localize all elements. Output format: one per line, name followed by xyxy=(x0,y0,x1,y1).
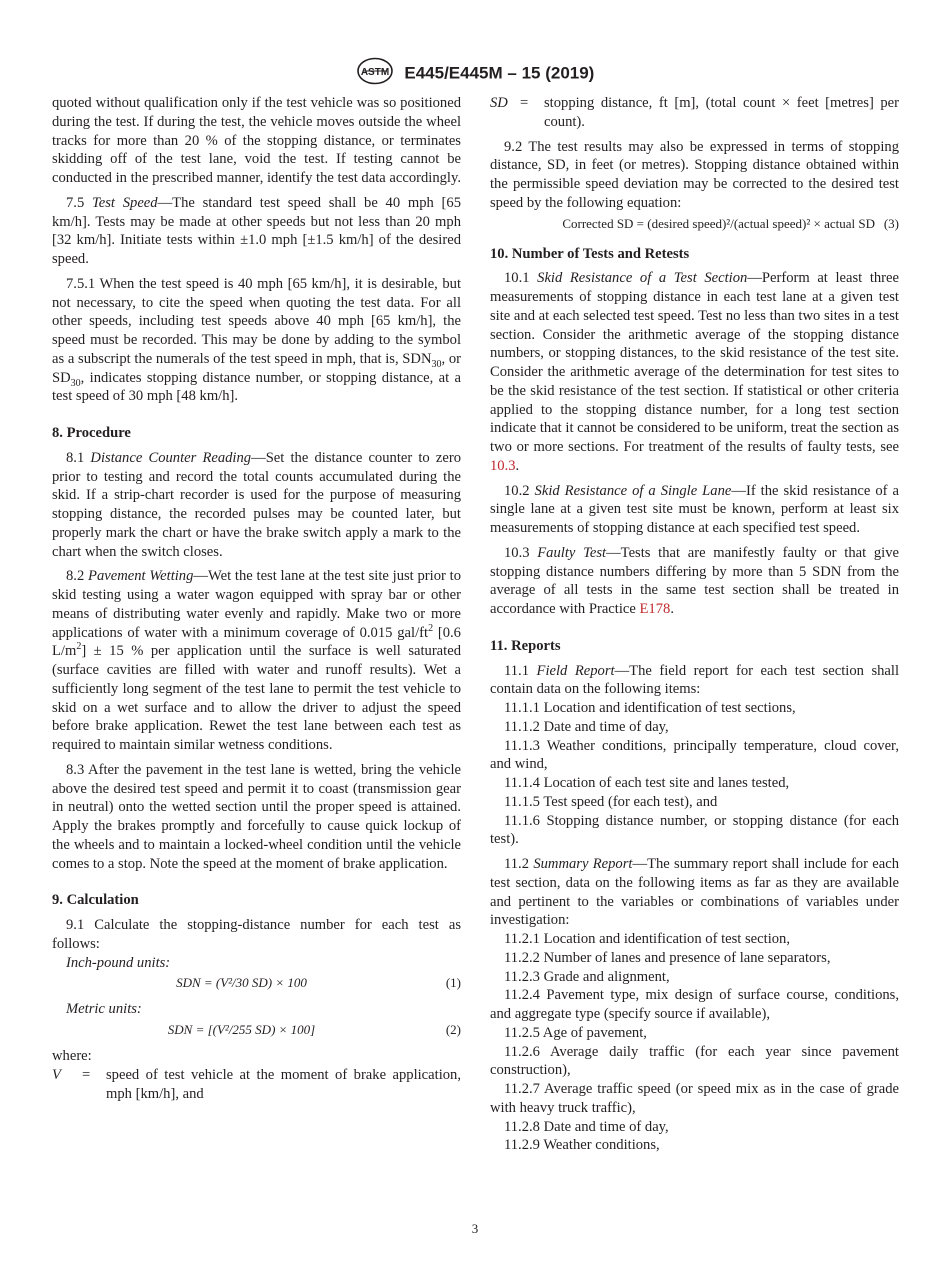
page-number: 3 xyxy=(471,1221,479,1236)
paragraph-11-2: 11.2 Summary Report—The summary report shall include for each test section, data on the following items as far as they are available and pertinent to the variables or combinations of variables under investigation: xyxy=(490,856,899,929)
summary-report-list xyxy=(490,930,899,1155)
equation-3 xyxy=(490,215,899,233)
paragraph-10-2: 10.2 Skid Resistance of a Single Lane—If the skid resistance of a single lane at a given test site must be known, perform at least six measurements of stopping distance at each specified test speed. xyxy=(490,482,899,536)
field-report-list xyxy=(490,699,899,849)
list-item: 11.1.6 Stopping distance number, or stopping distance (for each test). xyxy=(490,812,899,848)
list-item: 11.1.2 Date and time of day, xyxy=(504,718,669,735)
list-item: 11.2.2 Number of lanes and presence of lane separators, xyxy=(504,949,831,966)
paragraph-10-1: 10.1 Skid Resistance of a Test Section—Perform at least three measurements of stopping distance in each test lane at a given test site and at each selected test speed. Test no less than two sites in a test section. Consider the arithmetic average of the stopping distance numbers, or stopping distances, to the skid resistance of the test site. Consider the arithmetic average of the determination for test sites to be the skid resistance of the test section. If statistical or other criteria applied to the stopping distance number, for a long test section indicate that it cannot be considered to be uniform, treat the section as two or more sections. For treatment of the results of faulty tests, see 10.3. xyxy=(490,270,899,474)
definition-sd: SD = stopping distance, ft [m], (total count × feet [metres] per count). xyxy=(490,95,899,130)
metric-label: Metric units: xyxy=(66,1001,142,1018)
equation-2-number: (2) xyxy=(445,1022,461,1037)
list-item: 11.1.1 Location and identification of test sections, xyxy=(504,700,796,716)
astm-logo-icon xyxy=(356,57,394,90)
list-item: 11.2.7 Average traffic speed (or speed mix as in the case of grade with heavy truck traffic), xyxy=(490,1081,899,1116)
paragraph-7-5: 7.5 Test Speed—The standard test speed shall be 40 mph [65 km/h]. Tests may be made at other speeds but not less than 20 mph [32 km/h]. Initiate tests within ±1.0 mph [±1.5 km/h] of the desired speed. xyxy=(52,194,462,267)
section-heading-10: 10. Number of Tests and Retests xyxy=(490,245,690,262)
list-item: 11.2.5 Age of pavement, xyxy=(504,1024,647,1041)
equation-3-body: Corrected SD = (desired speed)²/(actual speed)² × actual SD xyxy=(562,215,875,231)
inch-pound-label: Inch-pound units: xyxy=(66,954,171,971)
list-item: 11.2.9 Weather conditions, xyxy=(504,1137,660,1154)
equation-1-body: SDN = (V²/30 SD) × 100 xyxy=(176,975,307,991)
paragraph-8-2: 8.2 Pavement Wetting—Wet the test lane at the test site just prior to skid testing using a water wagon equipped with spray bar or other means of distributing water evenly and rapidly. Make two or more applications of water with a minimum coverage of 0.015 gal/$ft^2$ [0.6 $L/m^2] \pm 15$ % per application until the surface is well saturated (surface cavities are filled with water and runoff results). Wet a sufficiently long segment of the test lane to permit the test vehicle to skid on a wet surface and to allow the driver to adjust the speed before brake application. Rewet the test lane between each test as required to maintain similar wetness conditions. xyxy=(52,568,461,753)
list-item: 11.1.4 Location of each test site and lanes tested, xyxy=(504,775,790,791)
list-item: 11.2.6 Average daily traffic (for each year since pavement construction), xyxy=(490,1043,899,1079)
paragraph-intro: quoted without qualification only if the test vehicle was so positioned during the test. If during the test, the vehicle moves outside the wheel tracks for more than 20 % of the stopping distance, or terminates skidding off of the test lane, void the test. If testing cannot be conducted in the prescribed manner, identify the test data accordingly. xyxy=(52,95,461,186)
list-item: 11.1.5 Test speed (for each test), and xyxy=(504,793,718,810)
equation-1 xyxy=(52,974,461,992)
paragraph-10-3: 10.3 Faulty Test—Tests that are manifestly faulty or that give stopping distance numbers differing by more than 5 SDN from the average of all tests in the same test section shall be treated in accordance with Practice E178. xyxy=(490,544,899,617)
left-column xyxy=(52,94,461,1103)
list-item: 11.2.8 Date and time of day, xyxy=(504,1118,669,1135)
paragraph-7-5-1: 7.5.1 When the test speed is 40 mph [65 km/h], it is desirable, but not necessary, to cite the speed when quoting the test data. For all other speeds, including test speeds above 40 mph [65 km/h], the speed must be recorded. This may be done by adding to the symbol as a subscript the numerals of the test speed in mph, that is, $SDN_{30}$, or $SD_{30}$, indicates stopping distance number, or stopping distance, at a test speed of 30 mph [48 km/h]. xyxy=(52,275,461,405)
list-item: 11.2.3 Grade and alignment, xyxy=(504,968,670,985)
list-item: 11.2.4 Pavement type, mix design of surface course, conditions, and aggregate type (specify source if available), xyxy=(490,987,899,1022)
page-header xyxy=(0,57,950,90)
svg-text:ASTM: ASTM xyxy=(360,67,389,78)
standard-designation: E445/E445M – 15 (2019) xyxy=(404,63,595,83)
paragraph-11-1: 11.1 Field Report—The field report for each test section shall contain data on the following items: xyxy=(490,662,900,698)
paragraph-8-1: 8.1 Distance Counter Reading—Set the distance counter to zero prior to testing and record the total counts accumulated during the skid. If a strip-chart recorder is used for the purpose of measuring stopping distance, the recorded pulses may be counted later, but properly mark the chart or have the brake switch apply a mark to the chart when the switch closes. xyxy=(52,449,461,560)
right-column xyxy=(490,94,899,1155)
paragraph-9-1: 9.1 Calculate the stopping-distance number for each test as follows: xyxy=(52,917,461,952)
link-practice-e178[interactable]: E178 xyxy=(639,601,671,617)
section-heading-11: 11. Reports xyxy=(490,637,561,654)
equation-1-number: (1) xyxy=(445,975,461,991)
section-heading-8: 8. Procedure xyxy=(52,425,131,441)
where-label: where: xyxy=(52,1048,92,1064)
list-item: 11.1.3 Weather conditions, principally temperature, cloud cover, and wind, xyxy=(490,737,899,773)
equation-2 xyxy=(52,1021,461,1039)
section-heading-9: 9. Calculation xyxy=(52,892,139,909)
definition-v: V = speed of test vehicle at the moment of brake application, mph [km/h], and xyxy=(52,1066,461,1102)
equation-2-body: SDN = [(V²/255 SD) × 100] xyxy=(167,1022,316,1037)
paragraph-9-2: 9.2 The test results may also be expressed in terms of stopping distance, SD, in feet (or metres). Stopping distance obtained within the permissible speed deviation may be corrected to the desired test speed by the following equation: xyxy=(490,138,899,211)
link-section-10-3[interactable]: 10.3 xyxy=(490,457,516,474)
equation-3-number: (3) xyxy=(883,215,899,231)
paragraph-8-3: 8.3 After the pavement in the test lane is wetted, bring the vehicle above the desired test speed and permit it to coast (transmission gear in neutral) onto the wetted section until the proper speed is attained. Apply the brakes promptly and forcefully to cause quick lockup of the wheels and to maintain a locked-wheel condition until the vehicle comes to a stop. Note the speed at the moment of brake application. xyxy=(52,761,461,872)
list-item: 11.2.1 Location and identification of test section, xyxy=(504,931,790,947)
